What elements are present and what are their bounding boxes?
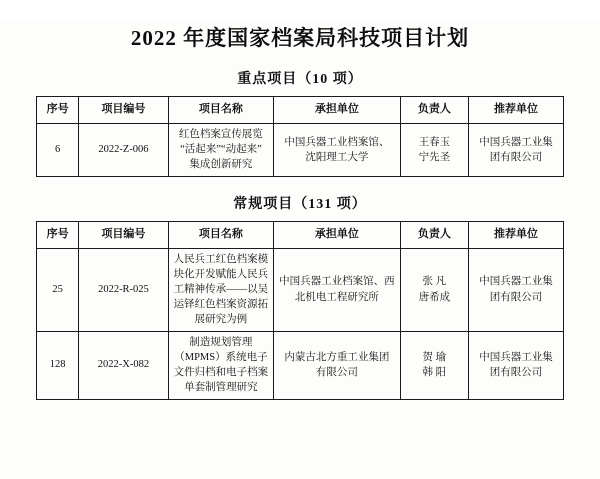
cell-name-line: “活起来”“动起来” [180,144,262,156]
column-header-unit: 承担单位 [274,97,400,124]
cell-recommender-line: 中国兵器工业集 [479,351,553,363]
cell-person-line: 王春玉 [418,136,451,148]
column-header-no: 序号 [37,221,79,248]
cell-name [168,123,273,176]
table-header-row [37,221,564,248]
cell-recommender-line: 中国兵器工业集 [479,276,553,288]
cell-name-line: 集成创新研究 [189,159,253,171]
cell-name-line: （MPMS）系统电子 [174,351,268,363]
cell-unit-line: 北机电工程研究所 [294,291,379,303]
cell-name [168,331,273,399]
cell-name-line: 红色档案宣传展览 [178,128,263,140]
key-projects-table [36,96,564,177]
column-header-recommender: 推荐单位 [469,97,564,124]
cell-code: 2022-Z-006 [79,123,169,176]
cell-no: 25 [37,248,79,331]
cell-unit [274,331,400,399]
table-row [37,331,564,399]
column-header-name: 项目名称 [168,97,273,124]
cell-person-line: 韩 阳 [422,367,447,379]
cell-code: 2022-X-082 [79,331,169,399]
cell-unit-line: 中国兵器工业档案馆、 [284,136,390,148]
cell-recommender-line: 团有限公司 [489,367,543,379]
column-header-code: 项目编号 [79,221,169,248]
column-header-code: 项目编号 [79,97,169,124]
cell-name-line: 工精神传承——以吴 [173,283,269,295]
cell-name-line: 人民兵工红色档案模 [173,253,269,265]
section-heading-key-projects: 重点项目（10 项） [237,72,363,87]
column-header-name: 项目名称 [168,221,273,248]
cell-unit-line: 内蒙古北方重工业集团 [284,351,390,363]
cell-unit-line: 中国兵器工业档案馆、西 [279,276,395,288]
cell-name-line: 制造规划管理 [189,336,253,348]
page-title: 2022 年度国家档案局科技项目计划 [130,26,470,50]
cell-unit [274,123,400,176]
cell-name-line: 展研究为例 [194,314,248,326]
cell-name-line: 运铎红色档案资源拓 [173,299,269,311]
cell-person-line: 宁先圣 [418,151,451,163]
cell-person-line: 唐希成 [418,291,451,303]
regular-projects-table [36,221,564,400]
cell-recommender [469,331,564,399]
cell-unit-line: 有限公司 [315,367,358,379]
column-header-recommender: 推荐单位 [469,221,564,248]
column-header-person: 负责人 [400,97,469,124]
cell-name-line: 文件归档和电子档案 [173,367,269,379]
cell-name-line: 块化开发赋能人民兵 [173,268,269,280]
column-header-unit: 承担单位 [274,221,400,248]
cell-person [400,123,469,176]
document-page [0,22,600,479]
cell-person [400,331,469,399]
cell-person [400,248,469,331]
column-header-no: 序号 [37,97,79,124]
table-row [37,248,564,331]
table-row [37,123,564,176]
cell-recommender-line: 中国兵器工业集 [479,136,553,148]
cell-no: 128 [37,331,79,399]
cell-recommender [469,123,564,176]
cell-no: 6 [37,123,79,176]
cell-code: 2022-R-025 [79,248,169,331]
table-header-row [37,97,564,124]
cell-name [168,248,273,331]
cell-recommender-line: 团有限公司 [489,291,543,303]
cell-recommender [469,248,564,331]
cell-person-line: 贺 瑜 [422,351,447,363]
cell-unit-line: 沈阳理工大学 [305,151,369,163]
section-heading-regular-projects: 常规项目（131 项） [233,196,367,212]
cell-recommender-line: 团有限公司 [489,151,543,163]
column-header-person: 负责人 [400,221,469,248]
cell-name-line: 单套制管理研究 [184,382,258,394]
cell-person-line: 张 凡 [422,276,447,288]
cell-unit [274,248,400,331]
